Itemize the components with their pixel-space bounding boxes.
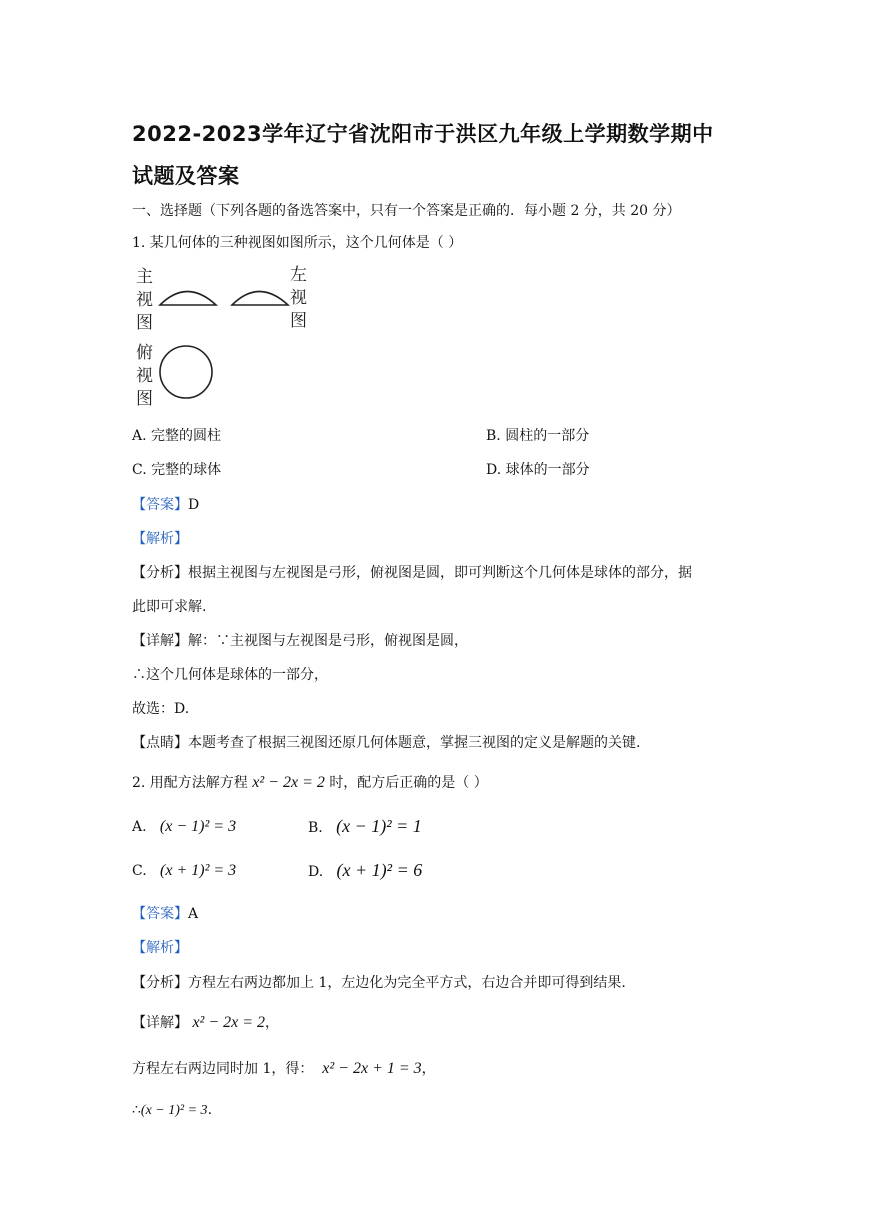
answer-tag: 【答案】 — [132, 497, 188, 513]
q2-option-c: C. (x + 1)² = 3 — [132, 862, 237, 879]
front-view-label: 主 视 图 — [136, 267, 153, 333]
fenxi-tag: 【分析】 — [132, 565, 188, 581]
q2-stem: 2. 用配方法解方程 x² − 2x = 2 时，配方后正确的是（ ） — [132, 774, 488, 791]
q1-analysis-tag: 【解析】 — [132, 531, 188, 547]
three-view-drawing — [130, 262, 320, 412]
three-view-figure — [130, 262, 320, 412]
q1-fenxi-line2: 此即可求解. — [132, 599, 207, 615]
answer-tag: 【答案】 — [132, 906, 188, 922]
q1-option-d: D. 球体的一部分 — [486, 462, 590, 478]
q1-option-b: B. 圆柱的一部分 — [486, 428, 590, 444]
section-heading: 一、选择题（下列各题的备选答案中，只有一个答案是正确的．每小题 2 分，共 20 分） — [132, 203, 681, 219]
q2-fenxi: 【分析】方程左右两边都加上 1，左边化为完全平方式，右边合并即可得到结果. — [132, 975, 626, 991]
side-view-segment — [232, 292, 288, 306]
q2-equation: x² − 2x = 2 — [252, 774, 325, 791]
xiangjie-tag: 【详解】 — [132, 633, 188, 649]
top-view-label: 俯 视 图 — [136, 343, 153, 409]
q2-analysis-tag: 【解析】 — [132, 940, 188, 956]
q2-option-d: D. (x + 1)² = 6 — [308, 860, 423, 880]
q1-solution-line2: ∴这个几何体是球体的一部分， — [132, 667, 328, 683]
q1-option-a: A. 完整的圆柱 — [132, 428, 222, 444]
q2-answer — [132, 903, 198, 923]
page-title-line-1: 2022-2023学年辽宁省沈阳市于洪区九年级上学期数学期中 — [132, 122, 714, 146]
q2-option-a: A. (x − 1)² = 3 — [132, 818, 237, 835]
q1-xiangjie: 【详解】解：∵主视图与左视图是弓形，俯视图是圆， — [132, 633, 468, 649]
answer-value: D — [188, 497, 200, 513]
q2-step: 方程左右两边同时加 1，得： x² − 2x + 1 = 3， — [132, 1060, 436, 1077]
q1-fenxi-line1: 【分析】根据主视图与左视图是弓形，俯视图是圆，即可判断这个几何体是球体的部分，据 — [132, 565, 692, 581]
dianjing-tag: 【点睛】 — [132, 735, 188, 751]
front-view-segment — [160, 292, 216, 306]
q1-dianjing: 【点睛】本题考查了根据三视图还原几何体题意，掌握三视图的定义是解题的关键. — [132, 735, 641, 751]
q1-solution-line3: 故选：D. — [132, 701, 190, 717]
q1-stem: 1. 某几何体的三种视图如图所示，这个几何体是（ ） — [132, 235, 463, 251]
fenxi-tag: 【分析】 — [132, 975, 188, 991]
answer-value: A — [188, 906, 199, 922]
q2-final: ∴(x − 1)² = 3. — [132, 1102, 213, 1118]
q2-xiangjie: 【详解】 x² − 2x = 2， — [132, 1014, 280, 1031]
page-title-line-2: 试题及答案 — [132, 164, 240, 188]
xiangjie-tag: 【详解】 — [132, 1015, 188, 1031]
q2-option-b: B. (x − 1)² = 1 — [308, 816, 422, 836]
q1-option-c: C. 完整的球体 — [132, 462, 222, 478]
q1-answer — [132, 494, 199, 514]
top-view-circle — [160, 346, 212, 398]
side-view-label: 左 视 图 — [290, 265, 307, 331]
